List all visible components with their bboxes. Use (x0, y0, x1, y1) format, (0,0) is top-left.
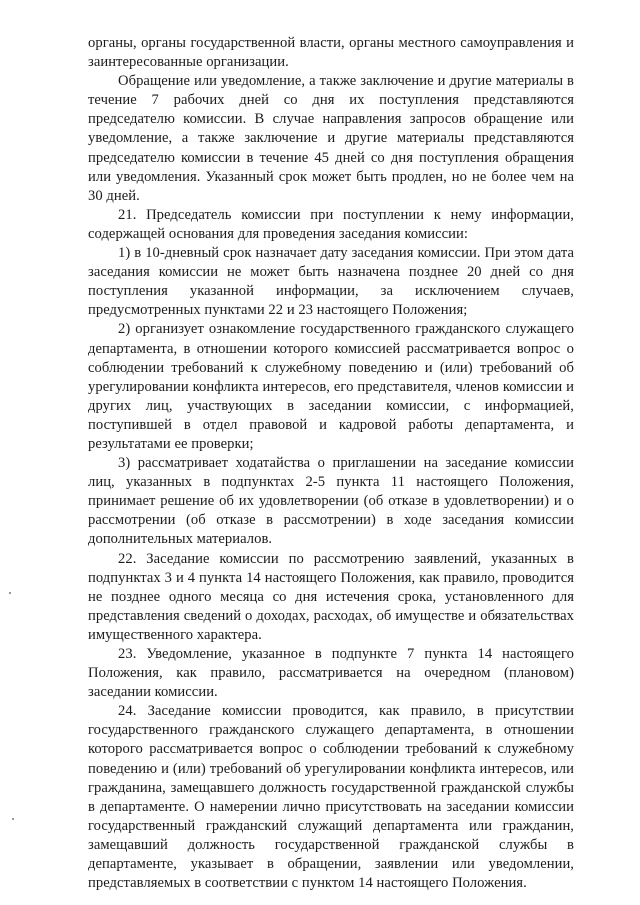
paragraph-item-21-3: 3) рассматривает ходатайства о приглашении на заседание комиссии лиц, указанных в подпунктах 2-5 пункта 11 настоящего Положения, принимает решение об их удовлетворении (об отказе в удовлетворении) и о рассмотрении (об отказе в рассмотрении) в ходе заседания комиссии дополнительных материалов. (88, 455, 574, 548)
paragraph-item-21-2: 2) организует ознакомление государственного гражданского служащего департамента, в отношении которого комиссией рассматривается вопрос о соблюдении требований к служебному поведению и (или) требований об урегулировании конфликта интересов, его представителя, членов комиссии и других лиц, участвующих в заседании комиссии, с информацией, поступившей в отдел правовой и кадровой работы департамента, и результатами ее проверки; (88, 321, 574, 452)
scan-speck (9, 592, 11, 594)
paragraph-item-21: 21. Председатель комиссии при поступлении к нему информации, содержащей основания для проведения заседания комиссии: (88, 206, 574, 242)
paragraph-item-22: 22. Заседание комиссии по рассмотрению заявлений, указанных в подпунктах 3 и 4 пункта 14 настоящего Положения, как правило, проводится не позднее одного месяца со дня истечения срока, установленного для представления сведений о доходах, расходах, об имуществе и обязательствах имущественного характера. (88, 550, 574, 643)
paragraph-continuation: органы, органы государственной власти, органы местного самоуправления и заинтересованные организации. (88, 35, 574, 71)
paragraph-materials-deadline: Обращение или уведомление, а также заключение и другие материалы в течение 7 рабочих дней со дня их поступления представляются председателю комиссии. В случае направления запросов обращение или уведомление, а также заключение и другие материалы представляются председателю комиссии в течение 45 дней со дня поступления обращения или уведомления. Указанный срок может быть продлен, но не более чем на 30 дней. (88, 73, 574, 204)
paragraph-item-23: 23. Уведомление, указанное в подпункте 7 пункта 14 настоящего Положения, как правило, рассматривается на очередном (плановом) заседании комиссии. (88, 646, 574, 701)
scan-speck (12, 818, 14, 820)
paragraph-item-21-1: 1) в 10-дневный срок назначает дату заседания комиссии. При этом дата заседания комиссии не может быть назначена позднее 20 дней со дня поступления указанной информации, за исключением случаев, предусмотренных пунктами 22 и 23 настоящего Положения; (88, 245, 574, 319)
document-body (88, 34, 574, 893)
paragraph-item-24: 24. Заседание комиссии проводится, как правило, в присутствии государственного гражданского служащего департамента, в отношении которого рассматривается вопрос о соблюдении требований к служебному поведению и (или) требований об урегулировании конфликта интересов, или гражданина, замещавшего должность государственной гражданской службы в департаменте. О намерении лично присутствовать на заседании комиссии государственный гражданский служащий департамента или гражданин, замещавший должность государственной гражданской службы в департаменте, указывает в обращении, заявлении или уведомлении, представляемых в соответствии с пунктом 14 настоящего Положения. (88, 703, 574, 892)
